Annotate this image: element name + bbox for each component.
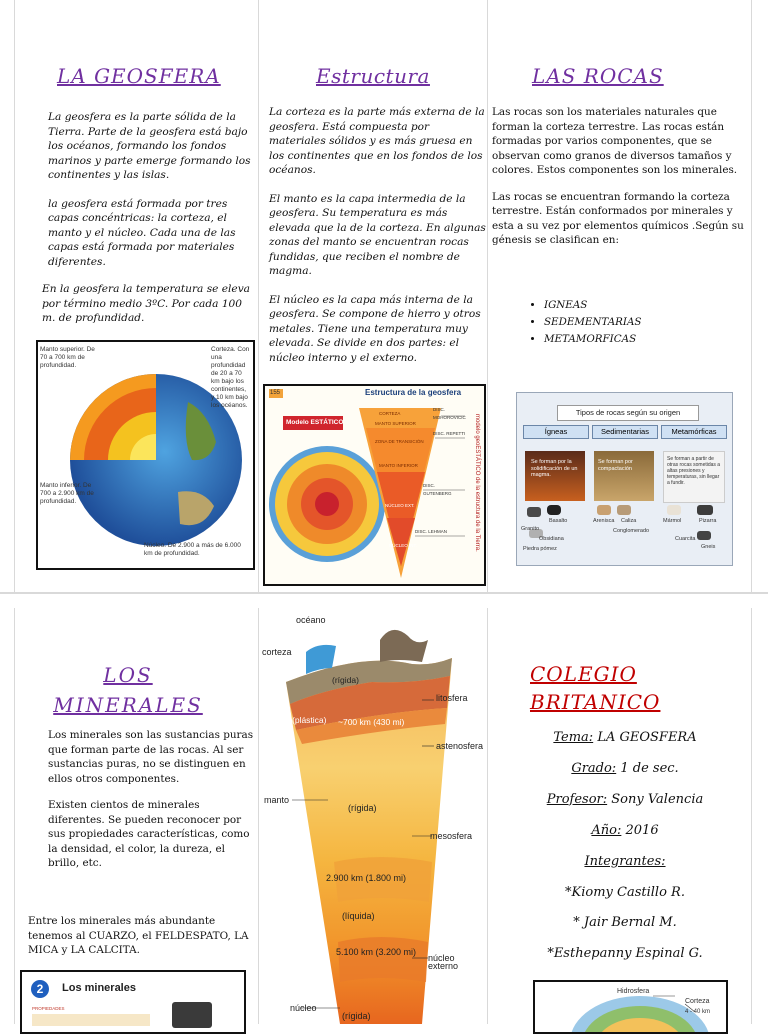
rock-sample xyxy=(667,505,681,515)
rock-sample xyxy=(697,531,711,540)
label-corteza: corteza xyxy=(262,647,292,657)
column-rule-5 xyxy=(258,608,259,1024)
igneas-caption: Se forman por la solidificación de un magma. xyxy=(531,459,578,478)
info-grado xyxy=(500,761,750,776)
rocas-paragraph-2: Las rocas se encuentran formando la corteza terrestre. Están conformados por minerales y esta a su vez por elementos químicos .Según su génesis se clasifican en: xyxy=(492,190,744,246)
sedimentarias-caption: Se forman por compactación xyxy=(598,459,633,472)
column-rule-4 xyxy=(14,608,15,1024)
label-rigida-3: (rígida) xyxy=(342,1011,371,1021)
geosfera-paragraph-1: La geosfera es la parte sólida de la Tierra. Parte de la geosfera está bajo los océanos, formando los fondos marinos y parte emerge formando los continentes y las islas. xyxy=(48,111,251,181)
rock-type-item: • SEDEMENTARIAS xyxy=(544,314,641,331)
column-igneas: Ígneas xyxy=(523,425,589,439)
integrante-1: *Kiomy Castillo R. xyxy=(565,885,685,900)
integrante-2: * Jair Bernal M. xyxy=(573,915,677,930)
column-rule-3 xyxy=(751,0,752,592)
column-rule-2 xyxy=(487,0,488,592)
minerales-title xyxy=(48,660,218,720)
label-2900km: 2.900 km (1.800 mi) xyxy=(326,873,407,883)
layer-label-3: ZONA DE TRANSICIÓN xyxy=(375,439,424,444)
section-number: 2 xyxy=(31,980,49,998)
geosfera-temperature: En la geosfera la temperatura se eleva por término medio 3ºC. Por cada 100 m. de profundidad. xyxy=(42,283,251,324)
rock-types-list xyxy=(524,297,641,348)
minerales-image-header: Los minerales xyxy=(62,982,136,994)
estructura-text xyxy=(269,105,487,379)
metamorphic-photo xyxy=(663,451,725,503)
sample-label: Gneis xyxy=(701,544,716,550)
label-plastica: (plástica) xyxy=(292,715,327,725)
column-rule-1 xyxy=(258,0,259,592)
geosfera-paragraph-2: la geosfera está formada por tres capas concéntricas: la corteza, el manto y el núcleo. Cada una de las capas está formada por materiales diferentes. xyxy=(48,197,236,268)
column-metamorficas: Metamórficas xyxy=(661,425,727,439)
label-astenosfera: astenosfera xyxy=(436,741,484,751)
image-side-text: modelo geoESTÁTICO de la estructura de la Tierra. xyxy=(474,414,480,552)
minerales-title-text: LOS MINERALES xyxy=(53,663,203,717)
sample-label: Obsidiana xyxy=(539,536,564,542)
info-profesor xyxy=(500,792,750,807)
label-rigida-2: (rígida) xyxy=(348,803,377,813)
disc-label-4: DISC. LEHMAN xyxy=(415,529,448,534)
school-name: COLEGIO BRITANICO xyxy=(530,662,661,714)
layer-label-2: MANTO SUPERIOR xyxy=(375,421,416,426)
layer-label-5: NÚCLEO EXT. xyxy=(385,503,415,508)
integrante-3: *Esthepanny Espinal G. xyxy=(547,946,703,961)
rock-type-item: • IGNEAS xyxy=(544,297,641,314)
estructura-title: Estructura xyxy=(316,64,430,88)
label-700km: ~700 km (430 mi) xyxy=(338,717,405,727)
minerales-paragraph-1: Los minerales son las sustancias puras que forman parte de las rocas. Al ser sustancias puras, no se distinguen en ellos otros componentes. xyxy=(48,729,254,785)
caption-corteza: Corteza. Con una profundidad de 20 a 70 km bajo los continentes, y 10 km bajo los océanos. xyxy=(211,346,250,409)
info-value: Sony Valencia xyxy=(611,792,704,807)
layer-label-4: MANTO INFERIOR xyxy=(379,463,418,468)
label-oceano: océano xyxy=(296,615,326,625)
layer-label-1: CORTEZA xyxy=(379,411,401,416)
caption-manto-superior: Manto superior. De 70 a 700 km de profundidad. xyxy=(40,346,95,369)
info-label: Profesor: xyxy=(546,792,608,807)
rock-sample xyxy=(697,505,713,515)
label-mesosfera: mesosfera xyxy=(430,831,473,841)
info-label: Año: xyxy=(591,823,622,838)
sample-label: Granito xyxy=(521,526,540,532)
rock-sample xyxy=(617,505,631,515)
mineral-properties-box xyxy=(32,1014,150,1026)
geosfera-text xyxy=(48,110,258,283)
image-header: Estructura de la geosfera xyxy=(365,388,462,397)
estructura-geosfera-image xyxy=(263,384,486,586)
rock-types-image xyxy=(516,392,733,566)
info-tema xyxy=(500,730,750,745)
minerales-paragraph-3: Entre los minerales más abundante tenemos al CUARZO, el FELDESPATO, LA MICA y LA CALCITA. xyxy=(28,915,249,956)
label-5100km: 5.100 km (3.200 mi) xyxy=(336,947,417,957)
fold-divider xyxy=(0,592,768,594)
minerales-paragraph-2: Existen cientos de minerales diferentes. Se pueden reconocer por sus propiedades características, como la densidad, el color, la dureza, el brillo, etc. xyxy=(48,799,250,869)
label-manto: manto xyxy=(264,795,290,805)
sample-label: Basalto xyxy=(549,518,568,524)
caption-nucleo: Núcleo. De 2.900 a más de 6.000 km de profundidad. xyxy=(144,542,241,557)
integrantes-heading: Integrantes: xyxy=(584,854,666,869)
info-value: LA GEOSFERA xyxy=(597,730,697,745)
layer-label-6: NÚCLEO INT. xyxy=(389,543,418,548)
disc-label-3: DISC. GUTENBERG xyxy=(423,483,452,496)
label-rigida-1: (rígida) xyxy=(332,675,359,685)
minerales-text xyxy=(48,728,258,883)
sediment-photo xyxy=(594,451,654,501)
label-nucleo: núcleo xyxy=(290,1003,317,1013)
disc-label-1: DISC. MOHOROVICIC xyxy=(433,407,466,420)
portada-earth-image xyxy=(533,980,728,1034)
column-sedimentarias: Sedimentarias xyxy=(592,425,658,439)
info-anio xyxy=(500,823,750,838)
label-liquida: (líquida) xyxy=(342,911,375,921)
label-corteza-globe: Corteza xyxy=(685,998,710,1005)
rock-sample xyxy=(597,505,611,515)
metamorficas-caption: Se forman a partir de otras rocas sometidas a altas presiones y temperaturas, sin llegar a fundir. xyxy=(667,456,721,486)
info-label: Grado: xyxy=(571,761,617,776)
sample-label: Caliza xyxy=(621,518,637,524)
sample-label: Pizarra xyxy=(699,518,717,524)
rocas-paragraph-1: Las rocas son los materiales naturales que forman la corteza terrestre. Las rocas están formadas por varios componentes, que se observan como granos de diversos tamaños y colores. Estos componentes son los minerales. xyxy=(492,106,738,176)
sample-label: Mármol xyxy=(663,518,682,524)
earth-layers-image xyxy=(36,340,255,570)
geosfera-title: LA GEOSFERA xyxy=(57,64,221,88)
info-value: 2016 xyxy=(625,823,659,838)
rock-type-item: • METAMORFICAS xyxy=(544,331,641,348)
image-model-label: Modelo ESTÁTICO xyxy=(286,419,344,426)
caption-manto-inferior: Manto inferior. De 700 a 2.900 km de profundidad. xyxy=(40,482,94,505)
column-rule-6 xyxy=(487,608,488,1024)
sample-label: Arenisca xyxy=(593,518,615,524)
image-page-number: 155 xyxy=(270,390,281,396)
rocas-text xyxy=(492,105,744,260)
rock-sample xyxy=(527,507,541,517)
label-hidrosfera: Hidrosfera xyxy=(617,988,650,995)
rock-sample xyxy=(547,505,561,515)
sample-label: Cuarcita xyxy=(675,536,696,542)
sample-label: Piedra pómez xyxy=(523,546,557,552)
label-corteza-depth: 4 - 40 km xyxy=(685,1009,711,1015)
info-label: Tema: xyxy=(553,730,594,745)
label-litosfera: litosfera xyxy=(436,693,468,703)
volcano-photo xyxy=(525,451,585,501)
disc-label-2: DISC. REPETTI xyxy=(433,431,466,436)
estructura-paragraph-3: El núcleo es la capa más interna de la geosfera. Se compone de hierro y otros metales. Tiene una temperatura muy elevada. Se divide en dos partes: el núcleo interno y el externo. xyxy=(269,293,481,364)
estructura-paragraph-1: La corteza es la parte más externa de la geosfera. Está compuesta por materiales sólidos y es más gruesa en los continentes que en los fondos de los océanos. xyxy=(269,106,485,176)
mineral-photo xyxy=(172,1002,212,1028)
earth-section-diagram xyxy=(262,612,484,1024)
info-value: 1 de sec. xyxy=(620,761,679,776)
estructura-paragraph-2: El manto es la capa intermedia de la geosfera. Su temperatura es más elevada que la de la corteza. En algunas zonas del manto se encuentran rocas fundidas, que reciben el nombre de magma. xyxy=(269,192,486,277)
label-nucleo-externo: núcleo externo xyxy=(428,953,459,971)
integrantes-label xyxy=(500,854,750,869)
rocas-title: LAS ROCAS xyxy=(532,64,664,88)
column-rule-0 xyxy=(14,0,15,592)
minerales-image-sub: PROPIEDADES xyxy=(32,1006,65,1011)
sample-label: Conglomerado xyxy=(613,528,650,534)
minerales-image xyxy=(20,970,246,1034)
column-rule-7 xyxy=(751,608,752,1024)
rocks-chart-header: Tipos de rocas según su origen xyxy=(557,405,699,421)
